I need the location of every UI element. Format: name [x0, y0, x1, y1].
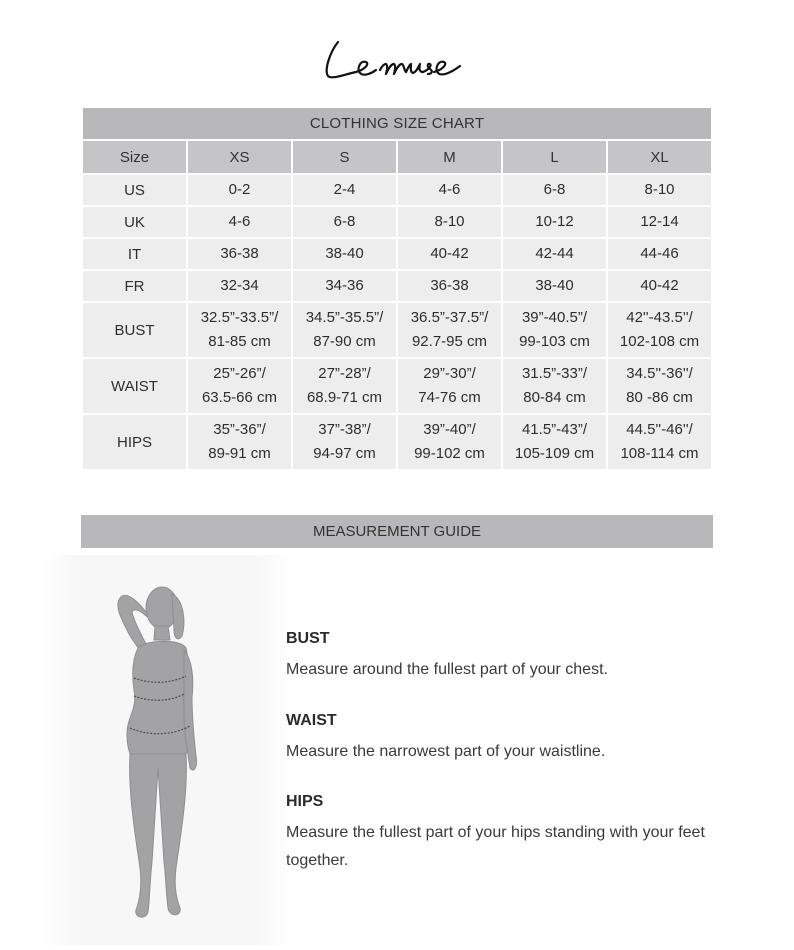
size-cell [397, 358, 502, 414]
size-cell-line: 44-46 [640, 245, 679, 262]
size-cell-line: 74-76 cm [418, 389, 481, 406]
size-cell-line: 108-114 cm [620, 445, 699, 462]
row-label: FR [82, 270, 187, 302]
size-cell-line: 80 -86 cm [626, 389, 693, 406]
size-cell [502, 174, 607, 206]
size-row-it [82, 238, 712, 270]
size-cell-line: 39”-40”/ [423, 421, 476, 438]
size-cell [502, 270, 607, 302]
row-label: UK [82, 206, 187, 238]
size-cell [397, 270, 502, 302]
row-label: IT [82, 238, 187, 270]
size-cell [502, 414, 607, 470]
guide-item-title: WAIST [286, 712, 337, 729]
size-cell-line: 12-14 [640, 213, 679, 230]
size-cell [292, 238, 397, 270]
size-cell [607, 238, 712, 270]
size-cell-line: 2-4 [333, 181, 356, 198]
column-header: S [292, 140, 397, 174]
guide-item-text: Measure the fullest part of your hips standing with your feet together. [286, 824, 705, 869]
size-cell-line: 89-91 cm [208, 445, 271, 462]
size-cell [502, 206, 607, 238]
size-cell-line: 25”-26”/ [213, 365, 266, 382]
size-cell-line: 36.5”-37.5”/ [410, 309, 489, 326]
size-cell-line: 35”-36”/ [213, 421, 266, 438]
size-cell-line: 63.5-66 cm [201, 389, 278, 406]
column-header: Size [82, 140, 187, 174]
size-cell-line: 41.5”-43”/ [521, 421, 588, 438]
brand-logo [316, 30, 476, 90]
size-cell [292, 358, 397, 414]
size-cell [607, 206, 712, 238]
size-chart-header-row [82, 140, 712, 174]
size-row-waist [82, 358, 712, 414]
size-cell-line: 99-103 cm [519, 333, 590, 350]
size-cell [502, 302, 607, 358]
row-label: US [82, 174, 187, 206]
size-cell [397, 414, 502, 470]
guide-item-hips [286, 793, 726, 875]
size-cell-line: 27”-28”/ [318, 365, 371, 382]
measurement-guide-title: MEASUREMENT GUIDE [81, 515, 713, 548]
size-cell-line: 40-42 [640, 277, 679, 294]
size-cell [292, 206, 397, 238]
size-cell-line: 31.5”-33”/ [521, 365, 588, 382]
size-cell [607, 358, 712, 414]
column-header: L [502, 140, 607, 174]
size-cell-line: 42''-43.5''/ [626, 309, 693, 326]
size-cell-line: 34.5”-35.5”/ [305, 309, 384, 326]
size-cell [607, 414, 712, 470]
size-cell-line: 81-85 cm [208, 333, 271, 350]
size-cell [292, 174, 397, 206]
size-cell [502, 238, 607, 270]
row-label: BUST [82, 302, 187, 358]
row-label: WAIST [82, 358, 187, 414]
size-cell-line: 6-8 [333, 213, 356, 230]
size-cell [397, 238, 502, 270]
size-cell-line: 94-97 cm [313, 445, 376, 462]
size-cell [187, 174, 292, 206]
size-cell-line: 39”-40.5”/ [521, 309, 588, 326]
size-cell-line: 44.5''-46''/ [626, 421, 693, 438]
size-cell [187, 302, 292, 358]
size-row-hips [82, 414, 712, 470]
size-cell-line: 8-10 [644, 181, 675, 198]
size-cell [187, 414, 292, 470]
size-cell-line: 4-6 [228, 213, 251, 230]
size-cell-line: 99-102 cm [414, 445, 485, 462]
size-cell-line: 87-90 cm [313, 333, 376, 350]
size-chart-table [81, 106, 713, 471]
size-cell [187, 238, 292, 270]
size-row-uk [82, 206, 712, 238]
column-header: XS [187, 140, 292, 174]
size-cell-line: 4-6 [438, 181, 461, 198]
size-cell-line: 80-84 cm [523, 389, 586, 406]
size-cell-line: 105-109 cm [514, 445, 595, 462]
size-cell [187, 206, 292, 238]
size-cell-line: 68.9-71 cm [306, 389, 383, 406]
guide-item-text: Measure around the fullest part of your chest. [286, 661, 608, 678]
size-chart-title: CLOTHING SIZE CHART [82, 107, 712, 140]
size-cell [292, 302, 397, 358]
row-label: HIPS [82, 414, 187, 470]
size-cell-line: 10-12 [535, 213, 574, 230]
size-cell-line: 32.5”-33.5”/ [200, 309, 279, 326]
size-cell-line: 42-44 [535, 245, 574, 262]
guide-item-text: Measure the narrowest part of your waistline. [286, 743, 606, 760]
size-cell [187, 358, 292, 414]
guide-item-bust [286, 630, 726, 684]
size-cell-line: 36-38 [430, 277, 469, 294]
size-cell [397, 206, 502, 238]
size-cell-line: 40-42 [430, 245, 469, 262]
guide-item-waist [286, 712, 726, 766]
size-cell-line: 37”-38”/ [318, 421, 371, 438]
column-header: M [397, 140, 502, 174]
size-cell-line: 102-108 cm [619, 333, 700, 350]
size-cell-line: 34-36 [325, 277, 364, 294]
guide-item-title: BUST [286, 630, 330, 647]
size-cell-line: 38-40 [325, 245, 364, 262]
size-cell [502, 358, 607, 414]
size-cell [397, 174, 502, 206]
size-cell-line: 34.5''-36''/ [626, 365, 693, 382]
size-cell-line: 6-8 [543, 181, 566, 198]
size-cell [397, 302, 502, 358]
size-cell-line: 29”-30”/ [423, 365, 476, 382]
size-cell [607, 302, 712, 358]
column-header: XL [607, 140, 712, 174]
size-cell [607, 174, 712, 206]
guide-item-title: HIPS [286, 793, 324, 810]
size-cell-line: 38-40 [535, 277, 574, 294]
size-row-fr [82, 270, 712, 302]
size-cell [292, 270, 397, 302]
size-row-us [82, 174, 712, 206]
size-cell-line: 36-38 [220, 245, 259, 262]
body-silhouette-icon [100, 578, 210, 928]
size-cell-line: 8-10 [434, 213, 465, 230]
size-cell [187, 270, 292, 302]
size-cell-line: 32-34 [220, 277, 259, 294]
size-row-bust [82, 302, 712, 358]
size-cell [607, 270, 712, 302]
size-cell [292, 414, 397, 470]
size-cell-line: 0-2 [228, 181, 251, 198]
size-cell-line: 92.7-95 cm [411, 333, 488, 350]
